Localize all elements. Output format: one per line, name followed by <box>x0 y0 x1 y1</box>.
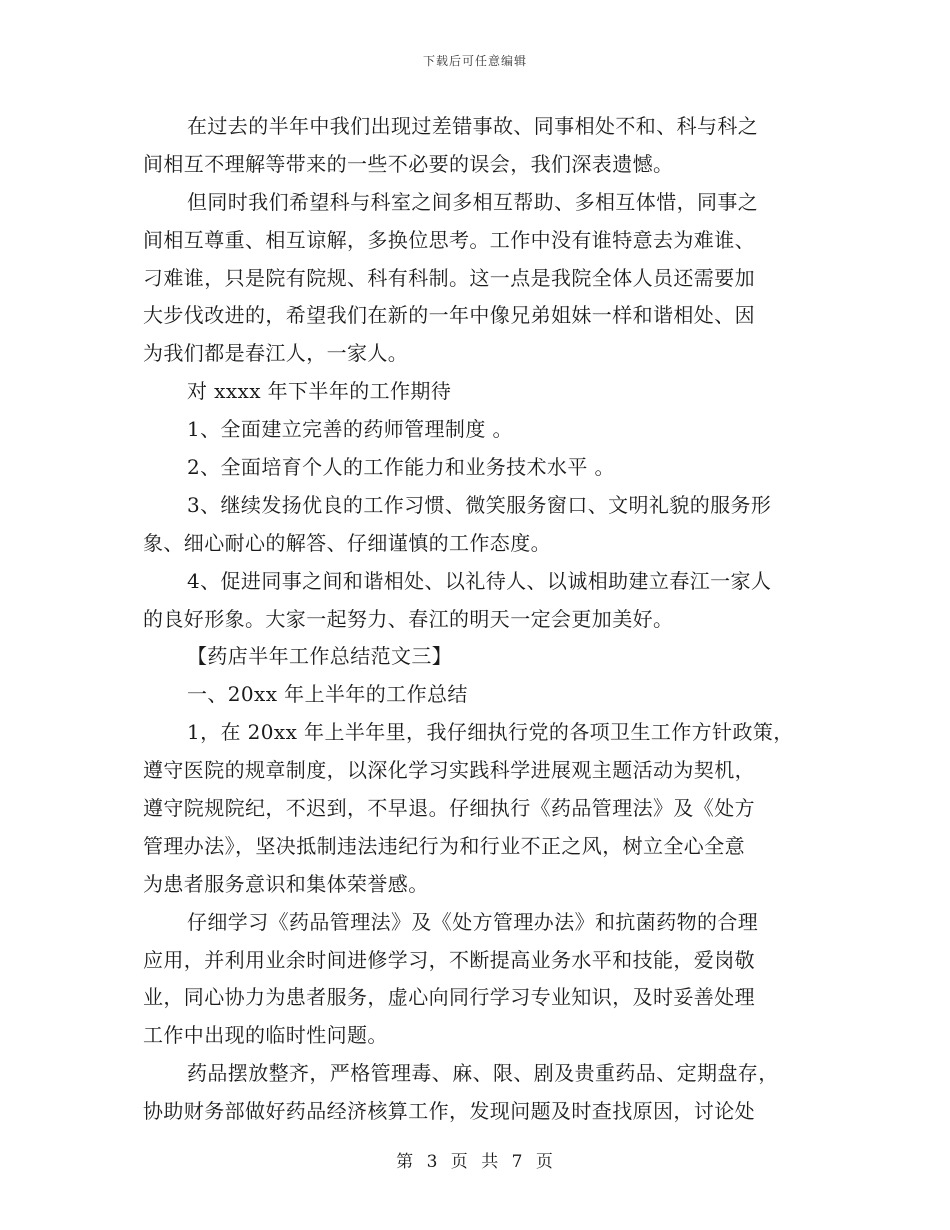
text-line: 管理办法》，坚决抵制违法违纪行为和行业不正之风，树立全心全意 <box>143 833 745 858</box>
paragraph <box>143 184 803 373</box>
paragraph <box>143 487 803 563</box>
text-line: 间相互不理解等带来的一些不必要的误会，我们深表遗憾。 <box>143 151 674 176</box>
text-line: 但同时我们希望科与科室之间多相互帮助、多相互体惜，同事之 <box>187 189 759 214</box>
text-line: 一、20xx 年上半年的工作总结 <box>187 682 468 707</box>
text-line: 工作中出现的临时性问题。 <box>143 1023 388 1048</box>
paragraph <box>143 373 803 411</box>
text-line: 4、促进同事之间和谐相处、以礼待人、以诚相助建立春江一家人 <box>187 568 772 593</box>
text-line: 3、继续发扬优良的工作习惯、微笑服务窗口、文明礼貌的服务形 <box>187 492 772 517</box>
text-line: 间相互尊重、相互谅解，多换位思考。工作中没有谁特意去为难谁、 <box>143 227 755 252</box>
paragraph <box>143 714 803 903</box>
paragraph <box>143 563 803 639</box>
text-line: 2、全面培育个人的工作能力和业务技术水平 。 <box>187 455 615 480</box>
text-line: 协助财务部做好药品经济核算工作，发现问题及时查找原因，讨论处 <box>143 1099 755 1124</box>
text-line: 象、细心耐心的解答、仔细谨慎的工作态度。 <box>143 530 551 555</box>
text-line: 为我们都是春江人，一家人。 <box>143 341 409 366</box>
paragraph <box>143 638 803 676</box>
paragraph <box>143 449 803 487</box>
text-line: 1、全面建立完善的药师管理制度 。 <box>187 417 513 442</box>
text-line: 刁难谁，只是院有院规、科有科制。这一点是我院全体人员还需要加 <box>143 265 755 290</box>
paragraph <box>143 411 803 449</box>
text-line: 药品摆放整齐，严格管理毒、麻、限、剧及贵重药品、定期盘存， <box>187 1061 779 1086</box>
text-line: 大步伐改进的，希望我们在新的一年中像兄弟姐妹一样和谐相处、因 <box>143 303 755 328</box>
text-line: 遵守院规院纪，不迟到，不早退。仔细执行《药品管理法》及《处方 <box>143 796 755 821</box>
document-body <box>143 108 803 1131</box>
text-line: 遵守医院的规章制度，以深化学习实践科学进展观主题活动为契机， <box>143 758 755 783</box>
page-footer: 第 3 页 共 7 页 <box>396 1152 554 1172</box>
page-header: 下载后可任意编辑 <box>422 54 527 68</box>
text-line: 应用，并利用业余时间进修学习，不断提高业务水平和技能，爱岗敬 <box>143 947 755 972</box>
text-line: 在过去的半年中我们出现过差错事故、同事相处不和、科与科之 <box>187 114 759 138</box>
text-line: 仔细学习《药品管理法》及《处方管理办法》和抗菌药物的合理 <box>187 909 759 934</box>
paragraph <box>143 1055 803 1131</box>
paragraph <box>143 904 803 1056</box>
text-line: 为患者服务意识和集体荣誉感。 <box>143 871 429 896</box>
text-line: 对 xxxx 年下半年的工作期待 <box>187 379 452 404</box>
paragraph <box>143 108 803 184</box>
text-line: 业，同心协力为患者服务，虚心向同行学习专业知识，及时妥善处理 <box>143 985 755 1010</box>
text-line: 的良好形象。大家一起努力、春江的明天一定会更加美好。 <box>143 606 674 631</box>
paragraph <box>143 676 803 714</box>
text-line: 1，在 20xx 年上半年里，我仔细执行党的各项卫生工作方针政策， <box>187 720 794 745</box>
text-line: 【药店半年工作总结范文三】 <box>187 644 453 669</box>
